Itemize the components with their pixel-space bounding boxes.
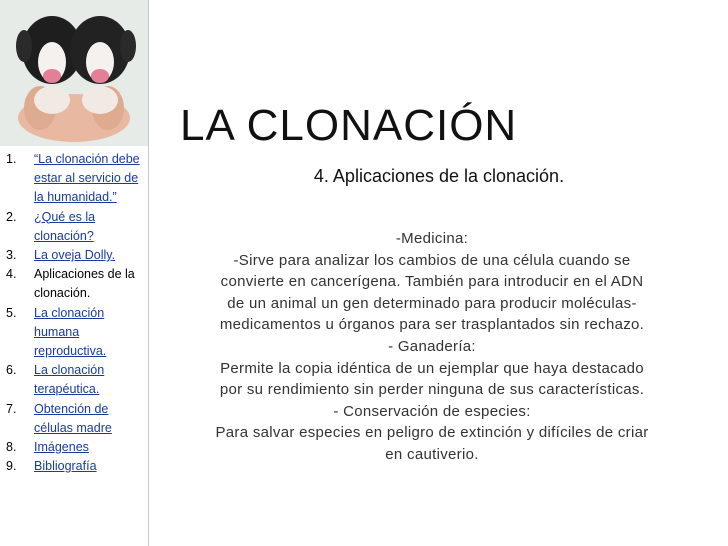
sidebar-item-8[interactable] bbox=[0, 438, 146, 457]
item-number: 4. bbox=[6, 267, 17, 282]
item-number: 7. bbox=[6, 401, 17, 416]
sidebar-item-9[interactable] bbox=[0, 457, 146, 476]
medicina-heading: -Medicina: bbox=[395, 230, 469, 247]
sidebar-link-terapeutica[interactable]: La clonación terapéutica. bbox=[34, 363, 105, 397]
sidebar-item-1[interactable] bbox=[0, 150, 146, 208]
sidebar-item-4 bbox=[0, 265, 146, 303]
sidebar-current-item: Aplicaciones de la clonación. bbox=[34, 267, 135, 301]
sidebar-item-2[interactable] bbox=[0, 208, 146, 246]
item-number: 8. bbox=[6, 440, 17, 455]
conservacion-text: Para salvar especies en peligro de extinción y difíciles de criar en cautiverio. bbox=[215, 424, 649, 463]
item-number: 2. bbox=[6, 209, 17, 224]
item-number: 6. bbox=[6, 363, 17, 378]
sidebar-index bbox=[0, 150, 146, 476]
item-number: 1. bbox=[6, 152, 17, 166]
sidebar-link-dolly[interactable]: La oveja Dolly. bbox=[34, 248, 116, 263]
puppies-photo bbox=[0, 0, 148, 146]
item-number: 9. bbox=[6, 459, 17, 474]
sidebar-link-imagenes[interactable]: Imágenes bbox=[34, 440, 89, 455]
conservacion-heading: - Conservación de especies: bbox=[333, 402, 531, 420]
sidebar-link-reproductiva[interactable]: La clonación humana reproductiva. bbox=[34, 305, 107, 359]
item-number: 5. bbox=[6, 305, 17, 320]
slide-body bbox=[214, 228, 650, 466]
sidebar-item-6[interactable] bbox=[0, 361, 146, 399]
sidebar-link-que-es[interactable]: ¿Qué es la clonación? bbox=[34, 209, 96, 243]
medicina-text: -Sirve para analizar los cambios de una célula cuando se convierte en cancerígena. También para introducir en el ADN de un animal un gen determinado para producir moléculas-medicamentos u órganos para ser trasplantados sin rechazo. bbox=[219, 251, 645, 334]
sidebar-link-intro[interactable]: “La clonación debe estar al servicio de la humanidad.” bbox=[34, 152, 140, 205]
sidebar-link-bibliografia[interactable]: Bibliografía bbox=[34, 459, 97, 474]
ganaderia-text: Permite la copia idéntica de un ejemplar que haya destacado por su rendimiento sin perder ninguna de sus características. bbox=[219, 359, 645, 399]
sidebar-item-5[interactable] bbox=[0, 304, 146, 362]
slide-title: LA CLONACIÓN bbox=[180, 101, 518, 151]
sidebar-item-3[interactable] bbox=[0, 246, 146, 265]
sidebar-divider bbox=[148, 0, 149, 546]
item-number: 3. bbox=[6, 248, 17, 263]
sidebar-item-7[interactable] bbox=[0, 400, 146, 438]
slide-subtitle: 4. Aplicaciones de la clonación. bbox=[313, 166, 565, 186]
sidebar-link-celulas-madre[interactable]: Obtención de células madre bbox=[34, 401, 112, 435]
ganaderia-heading: - Ganadería: bbox=[388, 337, 476, 355]
